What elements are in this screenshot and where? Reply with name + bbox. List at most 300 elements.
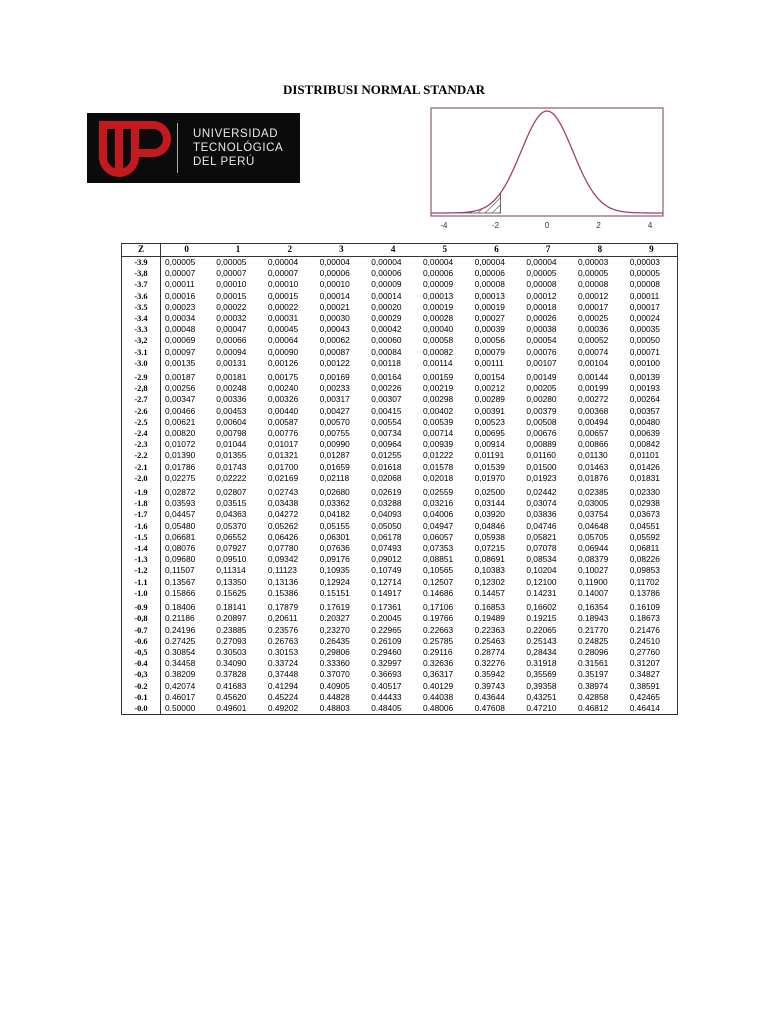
probability-cell: 0,10565 [422, 565, 454, 576]
z-value-cell: -0.9 [122, 599, 161, 613]
probability-cell: 0,03673 [629, 509, 660, 520]
table-row [122, 268, 678, 279]
probability-cell: 0,02872 [165, 487, 196, 498]
table-row [122, 681, 678, 692]
probability-cell: 0,00008 [578, 279, 609, 290]
probability-cell: 0,01255 [371, 450, 402, 461]
probability-cell: 0.28096 [578, 646, 609, 657]
probability-cell: 0,00289 [474, 394, 505, 405]
probability-cell: 0,00193 [629, 383, 660, 394]
z-value-cell: -1.7 [122, 509, 161, 520]
table-row [122, 279, 678, 290]
z-table [121, 243, 678, 715]
probability-cell: 0,00570 [319, 416, 350, 427]
z-value-cell: -2.3 [122, 439, 161, 450]
probability-cell: 0,00734 [371, 428, 402, 439]
probability-cell: 0,00554 [371, 416, 402, 427]
table-row [122, 554, 678, 565]
probability-cell: 0,10027 [578, 565, 609, 576]
probability-cell: 0,02743 [267, 487, 299, 498]
probability-cell: 0,00990 [319, 439, 350, 450]
probability-cell: 0.14007 [578, 587, 609, 598]
z-value-cell: -0.7 [122, 625, 161, 636]
probability-cell: 0,11900 [578, 576, 608, 587]
probability-cell: 0,01876 [578, 472, 609, 483]
table-row [122, 394, 678, 405]
probability-cell: 0.19766 [422, 613, 454, 624]
probability-cell: 0,00048 [165, 324, 196, 335]
probability-cell: 0.33724 [267, 658, 299, 669]
probability-cell: 0,00060 [371, 335, 402, 346]
probability-cell: 0,00030 [319, 313, 350, 324]
probability-cell: 0,06178 [371, 531, 402, 542]
utp-logo-mark-icon [95, 119, 173, 177]
probability-cell: 0.30854 [165, 646, 196, 657]
probability-cell: 0,12924 [319, 576, 350, 587]
probability-cell: 0,39358 [526, 680, 557, 691]
probability-cell: 0,00181 [216, 372, 247, 383]
probability-cell: 0,23270 [319, 624, 350, 635]
probability-cell: 0,02442 [526, 487, 557, 498]
table-row [122, 599, 678, 613]
probability-cell: 0,03515 [216, 498, 247, 509]
probability-cell: 0,03144 [474, 498, 505, 509]
probability-cell: 0,00199 [578, 383, 609, 394]
probability-cell: 0,00006 [371, 268, 402, 279]
probability-cell: 0,00248 [216, 383, 247, 394]
probability-cell: 0.40517 [371, 680, 402, 691]
probability-cell: 0,00029 [371, 313, 402, 324]
probability-cell: 0,01287 [319, 450, 350, 461]
x-tick-label: -2 [491, 221, 500, 230]
z-value-cell: -1.2 [122, 565, 161, 576]
table-row [122, 532, 678, 543]
probability-cell: 0,01355 [216, 450, 247, 461]
probability-cell: 0,00012 [526, 290, 557, 301]
probability-cell: 0,02275 [165, 472, 196, 483]
probability-cell: 0,00139 [629, 372, 660, 383]
probability-cell: 0,00889 [526, 439, 557, 450]
table-row [122, 406, 678, 417]
table-row [122, 347, 678, 358]
z-value-cell: -1.6 [122, 521, 161, 532]
probability-cell: 0,01390 [165, 450, 196, 461]
probability-cell: 0,00379 [526, 405, 557, 416]
table-row [122, 636, 678, 647]
probability-cell: 0,02118 [319, 472, 350, 483]
probability-cell: 0,09012 [371, 554, 402, 565]
table-row [122, 543, 678, 554]
probability-cell: 0.14917 [371, 587, 402, 598]
probability-cell: 0.30153 [267, 646, 299, 657]
table-row [122, 450, 678, 461]
probability-cell: 0,05938 [474, 531, 505, 542]
probability-cell: 0,36317 [422, 669, 454, 680]
x-tick-label: 0 [544, 221, 550, 230]
z-value-cell: -1.5 [122, 532, 161, 543]
probability-cell: 0,02680 [319, 487, 350, 498]
logo-line-3: DEL PERÚ [193, 156, 255, 168]
probability-cell: 0.20045 [371, 613, 402, 624]
probability-cell: 0.13786 [629, 587, 660, 598]
probability-cell: 0,00015 [216, 290, 247, 301]
probability-cell: 0,00144 [578, 372, 609, 383]
probability-cell: 0.22363 [474, 624, 505, 635]
probability-cell: 0,00004 [371, 257, 402, 267]
probability-cell: 0.47210 [526, 702, 557, 713]
probability-cell: 0,00036 [578, 324, 609, 335]
probability-cell: 0,00034 [165, 313, 196, 324]
probability-cell: 0,00009 [371, 279, 402, 290]
probability-cell: 0,01578 [422, 461, 454, 472]
probability-cell: 0,00042 [371, 324, 402, 335]
probability-cell: 0,01743 [216, 461, 247, 472]
probability-cell: 0,00494 [578, 416, 609, 427]
probability-cell: 0,04846 [474, 520, 505, 531]
probability-cell: 0,20611 [267, 613, 298, 624]
z-value-cell: -1.1 [122, 577, 161, 588]
probability-cell: 0,00122 [319, 357, 350, 368]
probability-cell: 0,04947 [422, 520, 454, 531]
table-row [122, 565, 678, 576]
probability-cell: 0,00256 [165, 383, 196, 394]
logo-line-1: UNIVERSIDAD [193, 128, 279, 140]
probability-cell: 0,29806 [319, 646, 350, 657]
probability-cell: 0,00695 [474, 428, 505, 439]
table-row [122, 439, 678, 450]
table-row [122, 669, 678, 680]
probability-cell: 0,28434 [526, 646, 557, 657]
probability-cell: 0,00004 [267, 257, 299, 267]
table-row [122, 588, 678, 599]
probability-cell: 0,00064 [267, 335, 299, 346]
probability-cell: 0,00135 [165, 357, 196, 368]
probability-cell: 0,00964 [371, 439, 402, 450]
header-col-5: 5 [419, 244, 471, 257]
probability-cell: 0,00006 [319, 268, 350, 279]
probability-cell: 0,00023 [165, 301, 196, 312]
z-value-cell: -0.0 [122, 703, 161, 715]
probability-cell: 0,16602 [526, 602, 557, 613]
probability-cell: 0,13350 [216, 576, 247, 587]
probability-cell: 0.23885 [216, 624, 247, 635]
probability-cell: 0,01923 [526, 472, 557, 483]
probability-cell: 0.25143 [526, 635, 557, 646]
probability-cell: 0,00017 [578, 301, 609, 312]
z-value-cell: -2.9 [122, 369, 161, 383]
z-value-cell: -3.6 [122, 291, 161, 302]
probability-cell: 0.22663 [422, 624, 454, 635]
probability-cell: 0,00010 [216, 279, 247, 290]
probability-cell: 0.49601 [216, 702, 247, 713]
probability-cell: 0,00008 [629, 279, 660, 290]
probability-cell: 0,00058 [422, 335, 454, 346]
z-value-cell: -1.3 [122, 554, 161, 565]
probability-cell: 0,12507 [422, 576, 454, 587]
probability-cell: 0,00090 [267, 346, 299, 357]
probability-cell: 0.35197 [578, 669, 609, 680]
probability-cell: 0,00307 [371, 394, 402, 405]
table-row [122, 521, 678, 532]
probability-cell: 0,03005 [578, 498, 609, 509]
probability-cell: 0,00020 [371, 301, 402, 312]
probability-cell: 0,11123 [267, 565, 297, 576]
probability-cell: 0.29116 [422, 646, 453, 657]
probability-cell: 0,04363 [216, 509, 247, 520]
table-row [122, 498, 678, 509]
probability-cell: 0.44433 [371, 691, 402, 702]
probability-cell: 0,00415 [371, 405, 402, 416]
probability-cell: 0.50000 [165, 702, 196, 713]
table-row [122, 462, 678, 473]
probability-cell: 0.40129 [422, 680, 454, 691]
probability-cell: 0,06944 [578, 543, 609, 554]
probability-cell: 0,08076 [165, 543, 196, 554]
probability-cell: 0,17106 [422, 602, 454, 613]
probability-cell: 0,03074 [526, 498, 557, 509]
header-col-1: 1 [212, 244, 264, 257]
probability-cell: 0,00118 [371, 357, 401, 368]
probability-cell: 0.38974 [578, 680, 609, 691]
probability-cell: 0.32276 [474, 658, 505, 669]
probability-cell: 0.17879 [267, 602, 299, 613]
probability-cell: 0,27760 [629, 646, 660, 657]
probability-cell: 0,00326 [267, 394, 299, 405]
z-value-cell: -3,8 [122, 268, 161, 279]
z-value-cell: -3,2 [122, 335, 161, 346]
table-row [122, 577, 678, 588]
probability-cell: 0,10935 [319, 565, 350, 576]
probability-cell: 0,07353 [422, 543, 454, 554]
table-row [122, 613, 678, 624]
probability-cell: 0,00131 [216, 357, 247, 368]
z-value-cell: -2.7 [122, 394, 161, 405]
probability-cell: 0,03593 [165, 498, 196, 509]
probability-cell: 0.31918 [526, 658, 557, 669]
probability-cell: 0,01786 [165, 461, 196, 472]
probability-cell: 0,06681 [165, 531, 196, 542]
probability-cell: 0.21476 [629, 624, 660, 635]
probability-cell: 0,05155 [319, 520, 350, 531]
probability-cell: 0,08226 [629, 554, 660, 565]
z-value-cell: -1.0 [122, 588, 161, 599]
probability-cell: 0.40905 [319, 680, 350, 691]
probability-cell: 0,00025 [578, 313, 609, 324]
probability-cell: 0,00005 [526, 268, 557, 279]
probability-cell: 0,01500 [526, 461, 557, 472]
probability-cell: 0.46812 [578, 702, 609, 713]
probability-cell: 0,01618 [371, 461, 402, 472]
probability-cell: 0.15866 [165, 587, 196, 598]
probability-cell: 0,01072 [165, 439, 196, 450]
table-row [122, 335, 678, 346]
logo-divider [177, 123, 178, 173]
probability-cell: 0,01659 [319, 461, 350, 472]
probability-cell: 0,00011 [165, 279, 195, 290]
logo-text [193, 127, 283, 169]
probability-cell: 0,01700 [267, 461, 299, 472]
probability-cell: 0,00005 [629, 268, 660, 279]
probability-cell: 0,00776 [267, 428, 299, 439]
probability-cell: 0.29460 [371, 646, 402, 657]
z-value-cell: -3.7 [122, 279, 161, 290]
probability-cell: 0,00021 [319, 301, 350, 312]
probability-cell: 0,00069 [165, 335, 196, 346]
probability-cell: 0,00005 [216, 257, 247, 267]
probability-cell: 0,05370 [216, 520, 247, 531]
probability-cell: 0,35569 [526, 669, 557, 680]
table-row [122, 257, 678, 269]
probability-cell: 0,00003 [629, 257, 660, 267]
probability-cell: 0,43251 [526, 691, 557, 702]
probability-cell: 0.19215 [526, 613, 557, 624]
probability-cell: 0,03216 [422, 498, 454, 509]
probability-cell: 0,13136 [267, 576, 299, 587]
probability-cell: 0,00039 [474, 324, 505, 335]
probability-cell: 0,00013 [422, 290, 454, 301]
z-value-cell: -2.5 [122, 417, 161, 428]
probability-cell: 0.34458 [165, 658, 196, 669]
probability-cell: 0,00357 [629, 405, 660, 416]
probability-cell: 0,37448 [267, 669, 299, 680]
probability-cell: 0,00219 [422, 383, 454, 394]
probability-cell: 0,02500 [474, 487, 505, 498]
probability-cell: 0,01970 [474, 472, 505, 483]
probability-cell: 0,04746 [526, 520, 557, 531]
probability-cell: 0,03438 [267, 498, 299, 509]
probability-cell: 0.27093 [216, 635, 247, 646]
probability-cell: 0,00019 [422, 301, 454, 312]
probability-cell: 0.17361 [371, 602, 402, 613]
header-col-7: 7 [522, 244, 574, 257]
probability-cell: 0,06301 [319, 531, 350, 542]
table-row [122, 509, 678, 520]
probability-cell: 0.46017 [165, 691, 196, 702]
probability-cell: 0.22965 [371, 624, 402, 635]
probability-cell: 0,00639 [629, 428, 660, 439]
probability-cell: 0.33360 [319, 658, 350, 669]
probability-cell: 0,02807 [216, 487, 247, 498]
probability-cell: 0,00657 [578, 428, 609, 439]
probability-cell: 0.25785 [422, 635, 454, 646]
z-value-cell: -3.4 [122, 313, 161, 324]
probability-cell: 0.45224 [267, 691, 299, 702]
probability-cell: 0.34827 [629, 669, 660, 680]
table-row [122, 291, 678, 302]
z-value-cell: -0.4 [122, 658, 161, 669]
probability-cell: 0,05050 [371, 520, 402, 531]
probability-cell: 0,00798 [216, 428, 247, 439]
probability-cell: 0.41683 [216, 680, 247, 691]
probability-cell: 0,00111 [474, 357, 504, 368]
probability-cell: 0,00006 [474, 268, 505, 279]
probability-cell: 0,00005 [578, 268, 609, 279]
probability-cell: 0,00280 [526, 394, 557, 405]
probability-cell: 0.48405 [371, 702, 402, 713]
probability-cell: 0,00272 [578, 394, 609, 405]
probability-cell: 0,00114 [422, 357, 453, 368]
probability-cell: 0,00175 [267, 372, 299, 383]
probability-cell: 0,00008 [474, 279, 505, 290]
probability-cell: 0,00004 [422, 257, 454, 267]
probability-cell: 0,00015 [267, 290, 299, 301]
probability-cell: 0.39743 [474, 680, 505, 691]
probability-cell: 0,01130 [578, 450, 608, 461]
z-value-cell: -3.5 [122, 302, 161, 313]
probability-cell: 0,10383 [474, 565, 505, 576]
probability-cell: 0.19489 [474, 613, 505, 624]
z-value-cell: -0.6 [122, 636, 161, 647]
probability-cell: 0,00010 [267, 279, 299, 290]
probability-cell: 0,07780 [267, 543, 299, 554]
probability-cell: 0.43644 [474, 691, 505, 702]
probability-cell: 0,00298 [422, 394, 454, 405]
table-row [122, 625, 678, 636]
probability-cell: 0,00011 [629, 290, 660, 301]
probability-cell: 0,00347 [165, 394, 196, 405]
probability-cell: 0,00676 [526, 428, 557, 439]
probability-cell: 0,42074 [165, 680, 196, 691]
probability-cell: 0,04551 [629, 520, 660, 531]
header-col-8: 8 [574, 244, 626, 257]
probability-cell: 0,00205 [526, 383, 557, 394]
probability-cell: 0,00013 [474, 290, 505, 301]
probability-cell: 0,02018 [422, 472, 454, 483]
probability-cell: 0,01191 [474, 450, 505, 461]
x-tick-label: -4 [440, 221, 448, 230]
probability-cell: 0.36693 [371, 669, 402, 680]
probability-cell: 0,01539 [474, 461, 505, 472]
probability-cell: 0,11702 [629, 576, 660, 587]
probability-cell: 0,00031 [267, 313, 299, 324]
probability-cell: 0,00169 [319, 372, 350, 383]
probability-cell: 0.18141 [216, 602, 247, 613]
z-value-cell: -3.9 [122, 257, 161, 269]
z-value-cell: -3.3 [122, 324, 161, 335]
table-row [122, 647, 678, 658]
probability-cell: 0,01321 [267, 450, 299, 461]
table-row [122, 324, 678, 335]
probability-cell: 0,10749 [371, 565, 402, 576]
probability-cell: 0.20897 [216, 613, 247, 624]
probability-cell: 0,00336 [216, 394, 247, 405]
probability-cell: 0,00005 [165, 257, 196, 267]
probability-cell: 0,09176 [319, 554, 350, 565]
probability-cell: 0,01463 [578, 461, 609, 472]
probability-cell: 0.41294 [267, 680, 299, 691]
probability-cell: 0,00074 [578, 346, 609, 357]
probability-cell: 0.15625 [216, 587, 247, 598]
probability-cell: 0,00007 [165, 268, 196, 279]
probability-cell: 0,00008 [526, 279, 557, 290]
probability-cell: 0,09342 [267, 554, 299, 565]
probability-cell: 0.24825 [578, 635, 609, 646]
probability-cell: 0,00466 [165, 405, 196, 416]
probability-cell: 0,11507 [165, 565, 195, 576]
table-row [122, 302, 678, 313]
probability-cell: 0,13567 [165, 576, 196, 587]
probability-cell: 0.24196 [165, 624, 196, 635]
table-row [122, 417, 678, 428]
probability-cell: 0,00159 [422, 372, 454, 383]
probability-cell: 0,00043 [319, 324, 350, 335]
probability-cell: 0,00028 [422, 313, 454, 324]
x-tick-label: 2 [596, 221, 601, 230]
probability-cell: 0,02169 [267, 472, 299, 483]
probability-cell: 0,04182 [319, 509, 350, 520]
probability-cell: 0,00866 [578, 439, 609, 450]
probability-cell: 0,00714 [422, 428, 454, 439]
